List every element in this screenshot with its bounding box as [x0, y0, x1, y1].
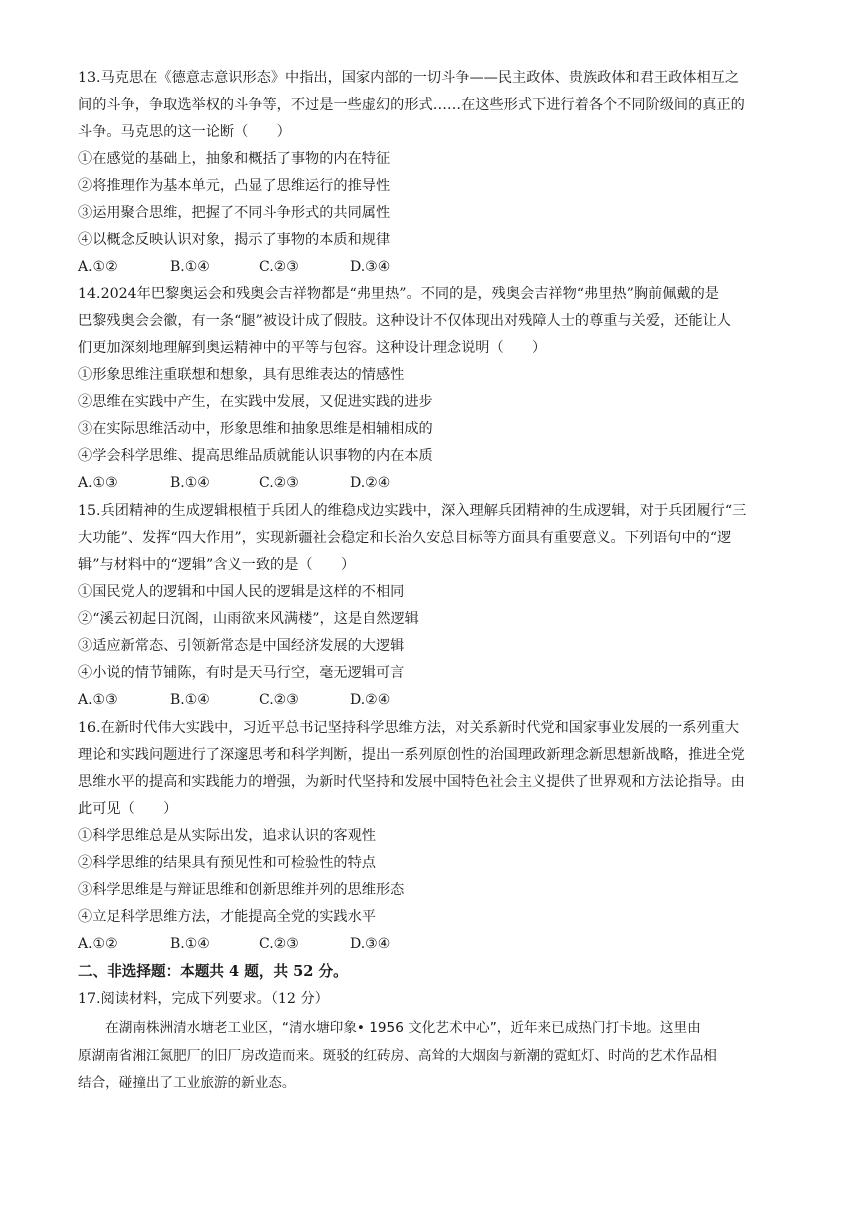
q13-item: ①在感觉的基础上，抽象和概括了事物的内在特征 [78, 151, 391, 167]
q13-stem-line: 间的斗争，争取选举权的斗争等，不过是一些虚幻的形式……在这些形式下进行着各个不同阶级间的真正的 [78, 97, 745, 113]
q14-item: ③在实际思维活动中，形象思维和抽象思维是相辅相成的 [78, 421, 433, 437]
option-b: B.①④ [170, 475, 210, 491]
q14-stem-line: 14.2024年巴黎奥运会和残奥会吉祥物都是“弗里热”。不同的是，残奥会吉祥物“弗里热”胸前佩戴的是 [78, 286, 719, 302]
q13-item: ③运用聚合思维，把握了不同斗争形式的共同属性 [78, 205, 391, 221]
material-line: 结合，碰撞出了工业旅游的新业态。 [78, 1075, 296, 1091]
q16-item: ②科学思维的结果具有预见性和可检验性的特点 [78, 855, 376, 871]
option-a: A.①③ [78, 475, 118, 491]
option-d: D.②④ [350, 692, 391, 708]
option-c: C.②③ [259, 936, 299, 952]
q16-stem-line: 思维水平的提高和实践能力的增强，为新时代坚持和发展中国特色社会主义提供了世界观和方法论指导。由 [78, 774, 745, 790]
q17-title: 17.阅读材料，完成下列要求。（12 分） [78, 991, 329, 1007]
q14-item: ②思维在实践中产生，在实践中发展，又促进实践的进步 [78, 394, 433, 410]
q16-item: ③科学思维是与辩证思维和创新思维并列的思维形态 [78, 882, 405, 898]
q14-stem-line: 巴黎残奥会会徽，有一条“腿”被设计成了假肢。这种设计不仅体现出对残障人士的尊重与关爱，还能让人 [78, 313, 731, 329]
option-a: A.①② [78, 936, 118, 952]
option-a: A.①③ [78, 692, 118, 708]
q16-item: ④立足科学思维方法，才能提高全党的实践水平 [78, 909, 376, 925]
q13-stem-line: 13.马克思在《德意志意识形态》中指出，国家内部的一切斗争——民主政体、贵族政体和君王政体相互之 [78, 70, 740, 86]
q14-item: ①形象思维注重联想和想象，具有思维表达的情感性 [78, 367, 405, 383]
q15-item: ④小说的情节铺陈，有时是天马行空，毫无逻辑可言 [78, 665, 405, 681]
option-d: D.③④ [350, 936, 391, 952]
q13-item: ④以概念反映认识对象，揭示了事物的本质和规律 [78, 232, 391, 248]
q13-item: ②将推理作为基本单元，凸显了思维运行的推导性 [78, 178, 391, 194]
q15-stem-line: 大功能”、发挥“四大作用”，实现新疆社会稳定和长治久安总目标等方面具有重要意义。下列语句中的“逻 [78, 530, 732, 546]
q15-stem-line: 15.兵团精神的生成逻辑根植于兵团人的维稳戍边实践中，深入理解兵团精神的生成逻辑，对于兵团履行“三 [78, 503, 747, 519]
section-heading: 二、非选择题：本题共 4 题，共 52 分。 [78, 963, 348, 980]
option-b: B.①④ [170, 692, 210, 708]
q14-item: ④学会科学思维、提高思维品质就能认识事物的内在本质 [78, 448, 433, 464]
option-d: D.②④ [350, 475, 391, 491]
option-c: C.②③ [259, 692, 299, 708]
option-c: C.②③ [259, 475, 299, 491]
q13-stem-line: 斗争。马克思的这一论断（ ） [78, 124, 291, 140]
q16-item: ①科学思维总是从实际出发，追求认识的客观性 [78, 828, 376, 844]
q16-stem-line: 理论和实践问题进行了深邃思考和科学判断，提出一系列原创性的治国理政新理念新思想新战略，推进全党 [78, 747, 745, 763]
material-line: 原湖南省湘江氮肥厂的旧厂房改造而来。斑驳的红砖房、高耸的大烟囱与新潮的霓虹灯、时尚的艺术作品相 [78, 1048, 717, 1064]
option-a: A.①② [78, 259, 118, 275]
option-c: C.②③ [259, 259, 299, 275]
q15-item: ②“溪云初起日沉阁，山雨欲来风满楼”，这是自然逻辑 [78, 611, 419, 627]
material-line: 在湖南株洲清水塘老工业区，“清水塘印象• 1956 文化艺术中心”，近年来已成热门打卡地。这里由 [78, 1020, 701, 1036]
q14-stem-line: 们更加深刻地理解到奥运精神中的平等与包容。这种设计理念说明（ ） [78, 340, 547, 356]
q15-item: ①国民党人的逻辑和中国人民的逻辑是这样的不相同 [78, 584, 405, 600]
q15-item: ③适应新常态、引领新常态是中国经济发展的大逻辑 [78, 638, 405, 654]
q16-stem-line: 16.在新时代伟大实践中，习近平总书记坚持科学思维方法，对关系新时代党和国家事业发展的一系列重大 [78, 720, 740, 736]
option-b: B.①④ [170, 936, 210, 952]
q15-stem-line: 辑”与材料中的“逻辑”含义一致的是（ ） [78, 557, 356, 573]
option-d: D.③④ [350, 259, 391, 275]
q16-stem-line: 此可见（ ） [78, 801, 178, 817]
option-b: B.①④ [170, 259, 210, 275]
